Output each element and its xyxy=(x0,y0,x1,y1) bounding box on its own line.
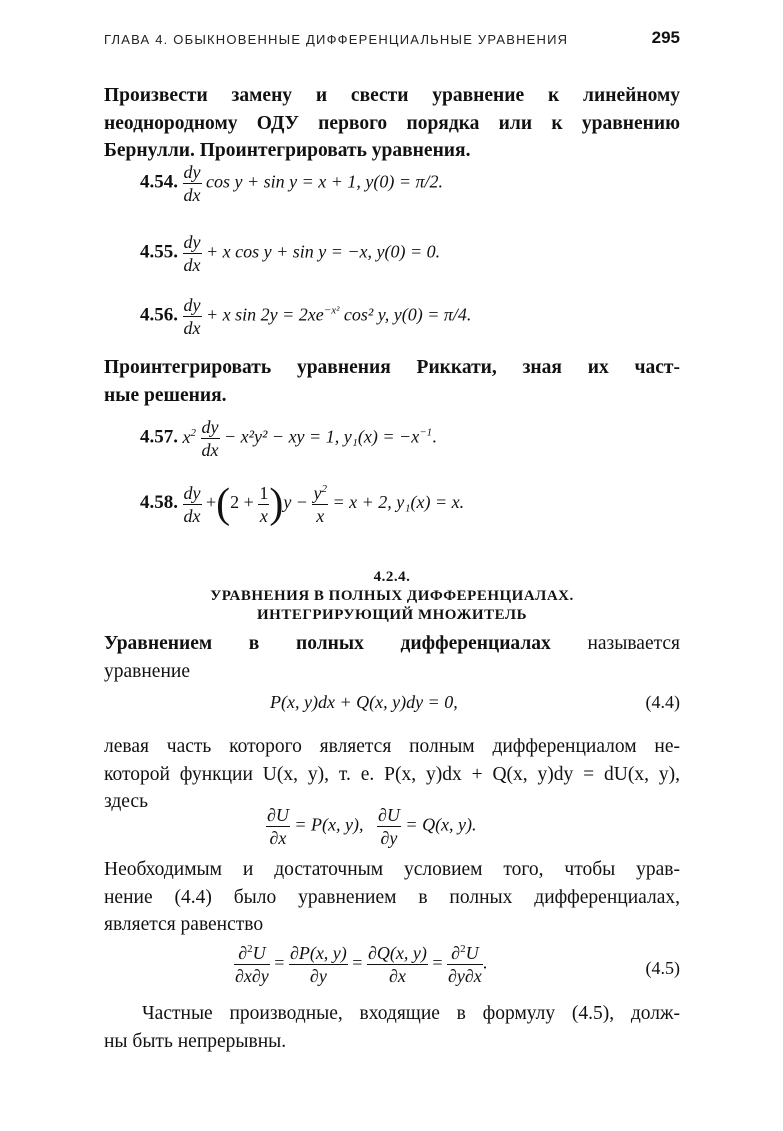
section-heading xyxy=(104,568,680,625)
task-instruction-1 xyxy=(104,82,680,165)
exponent: −x² xyxy=(323,304,340,317)
d2u-dydx-fraction: $\frac{\partial^2U}{\partial y\partial x}$ xyxy=(447,943,482,986)
y2-over-x-fraction: $\frac{y^2}{x}$ xyxy=(313,482,327,526)
definition-line2: уравнение xyxy=(104,660,190,682)
page-number: 295 xyxy=(651,28,680,47)
problem-4-55 xyxy=(140,233,440,274)
du-dx-rhs: = P(x, y), xyxy=(294,814,364,835)
problem-4-58: 4.58. $\frac{dy}{dx}$ +(2 + $\frac{1}{x}$ )y − $\frac{y^2}{x}$ = x + 2, y₁(x) = x. xyxy=(140,481,465,527)
problem-4-54 xyxy=(140,163,443,204)
problem-number: 4.55. xyxy=(140,241,178,263)
equation-body: = x + 2, y₁(x) = x. xyxy=(332,492,465,513)
one-over-x-fraction: $\frac{1}{x}$ xyxy=(259,482,269,526)
equation-tail: cos² y, y(0) = π/4. xyxy=(339,304,472,325)
para2-line2: которой функции U(x, y), т. е. P(x, y)dx + Q(x, y)dy = dU(x, y), xyxy=(104,763,680,785)
equation-4-5-label: (4.5) xyxy=(645,958,680,978)
task2-line2: ные решения. xyxy=(104,384,227,406)
equation-du-partials xyxy=(266,806,477,847)
dq-dx-fraction: $\frac{\partial Q(x, y)}{\partial x}$ xyxy=(367,943,427,986)
task1-line2: неоднородному ОДУ первого порядка или к уравнению xyxy=(104,112,680,134)
problem-number: 4.54. xyxy=(140,171,178,193)
equation-4-4-body: P(x, y)dx + Q(x, y)dy = 0, xyxy=(270,692,458,712)
section-title-line1: УРАВНЕНИЯ В ПОЛНЫХ ДИФФЕРЕНЦИАЛАХ. xyxy=(210,588,574,604)
para4-line2: ны быть непрерывны. xyxy=(104,1030,287,1052)
equation-4-4 xyxy=(104,692,680,720)
task1-line1: Произвести замену и свести уравнение к линейному xyxy=(104,85,680,106)
dp-dy-fraction: $\frac{\partial P(x, y)}{\partial y}$ xyxy=(289,943,347,986)
problem-number: 4.56. xyxy=(140,304,178,326)
paragraph-3 xyxy=(104,856,680,939)
exponent: −1 xyxy=(419,426,433,439)
problem-number: 4.57. xyxy=(140,426,178,448)
equation-tail: . xyxy=(432,426,437,447)
du-dx-fraction: $\frac{\partial U}{\partial x}$ xyxy=(267,805,289,848)
paragraph-2 xyxy=(104,733,680,816)
defined-term: Уравнением в полных дифференциалах xyxy=(104,633,551,654)
equation-4-4-label: (4.4) xyxy=(645,692,680,712)
dy-dx-fraction: $\frac{dy}{dx}$ xyxy=(201,417,219,460)
equation-body: + x cos y + sin y = −x, y(0) = 0. xyxy=(206,241,441,262)
equation-body: + x sin 2y = 2xe xyxy=(206,304,324,325)
equation-body: − x²y² − xy = 1, y₁(x) = −x xyxy=(224,426,420,447)
problem-4-56 xyxy=(140,296,471,337)
section-number: 4.2.4. xyxy=(373,569,411,585)
task2-line1: Проинтегрировать уравнения Риккати, зная их част- xyxy=(104,357,680,378)
equation-4-5 xyxy=(104,944,680,996)
du-dy-rhs: = Q(x, y). xyxy=(405,814,477,835)
d2u-dxdy-fraction: $\frac{\partial^2U}{\partial x\partial y}$ xyxy=(235,943,269,986)
du-dy-fraction: $\frac{\partial U}{\partial y}$ xyxy=(378,805,400,848)
equation-body: cos y + sin y = x + 1, y(0) = π/2. xyxy=(206,171,444,192)
para2-line1: левая часть которого является полным дифференциалом не- xyxy=(104,736,680,757)
definition-paragraph xyxy=(104,630,680,685)
dy-dx-fraction: $\frac{dy}{dx}$ xyxy=(183,162,201,205)
problem-number: 4.58. xyxy=(140,492,178,514)
dy-dx-fraction: $\frac{dy}{dx}$ xyxy=(183,232,201,275)
definition-rest: называется xyxy=(550,633,680,654)
section-title-line2: ИНТЕГРИРУЮЩИЙ МНОЖИТЕЛЬ xyxy=(257,607,527,623)
task1-line3: Бернулли. Проинтегрировать уравнения. xyxy=(104,140,471,161)
para3-line1: Необходимым и достаточным условием того, чтобы урав- xyxy=(104,859,680,880)
dy-dx-fraction: $\frac{dy}{dx}$ xyxy=(183,482,201,526)
para2-line3: здесь xyxy=(104,791,148,812)
problem-4-57: 4.57. $x^2$ $\frac{dy}{dx}$ − x²y² − xy = 1, $y_1(x) = -x^{-1}$. xyxy=(140,417,437,460)
task-instruction-2 xyxy=(104,354,680,409)
para3-line3: является равенство xyxy=(104,914,264,935)
paragraph-4 xyxy=(104,1000,680,1055)
para3-line2: нение (4.4) было уравнением в полных дифференциалах, xyxy=(104,886,680,908)
running-header xyxy=(104,26,680,52)
dy-dx-fraction: $\frac{dy}{dx}$ xyxy=(183,295,201,338)
chapter-title: ГЛАВА 4. ОБЫКНОВЕННЫЕ ДИФФЕРЕНЦИАЛЬНЫЕ УРАВНЕНИЯ xyxy=(104,32,569,47)
equation-4-5-body: $\frac{\partial^2U}{\partial x\partial y}$ = $\frac{\partial P(x, y)}{\partial y}$ = $\frac{\partial Q(x, y)}{\partial x}$ = $\frac{\partial^2U}{\partial y\partial x}$ . xyxy=(235,943,488,986)
para4-line1: Частные производные, входящие в формулу (4.5), долж- xyxy=(142,1003,680,1024)
